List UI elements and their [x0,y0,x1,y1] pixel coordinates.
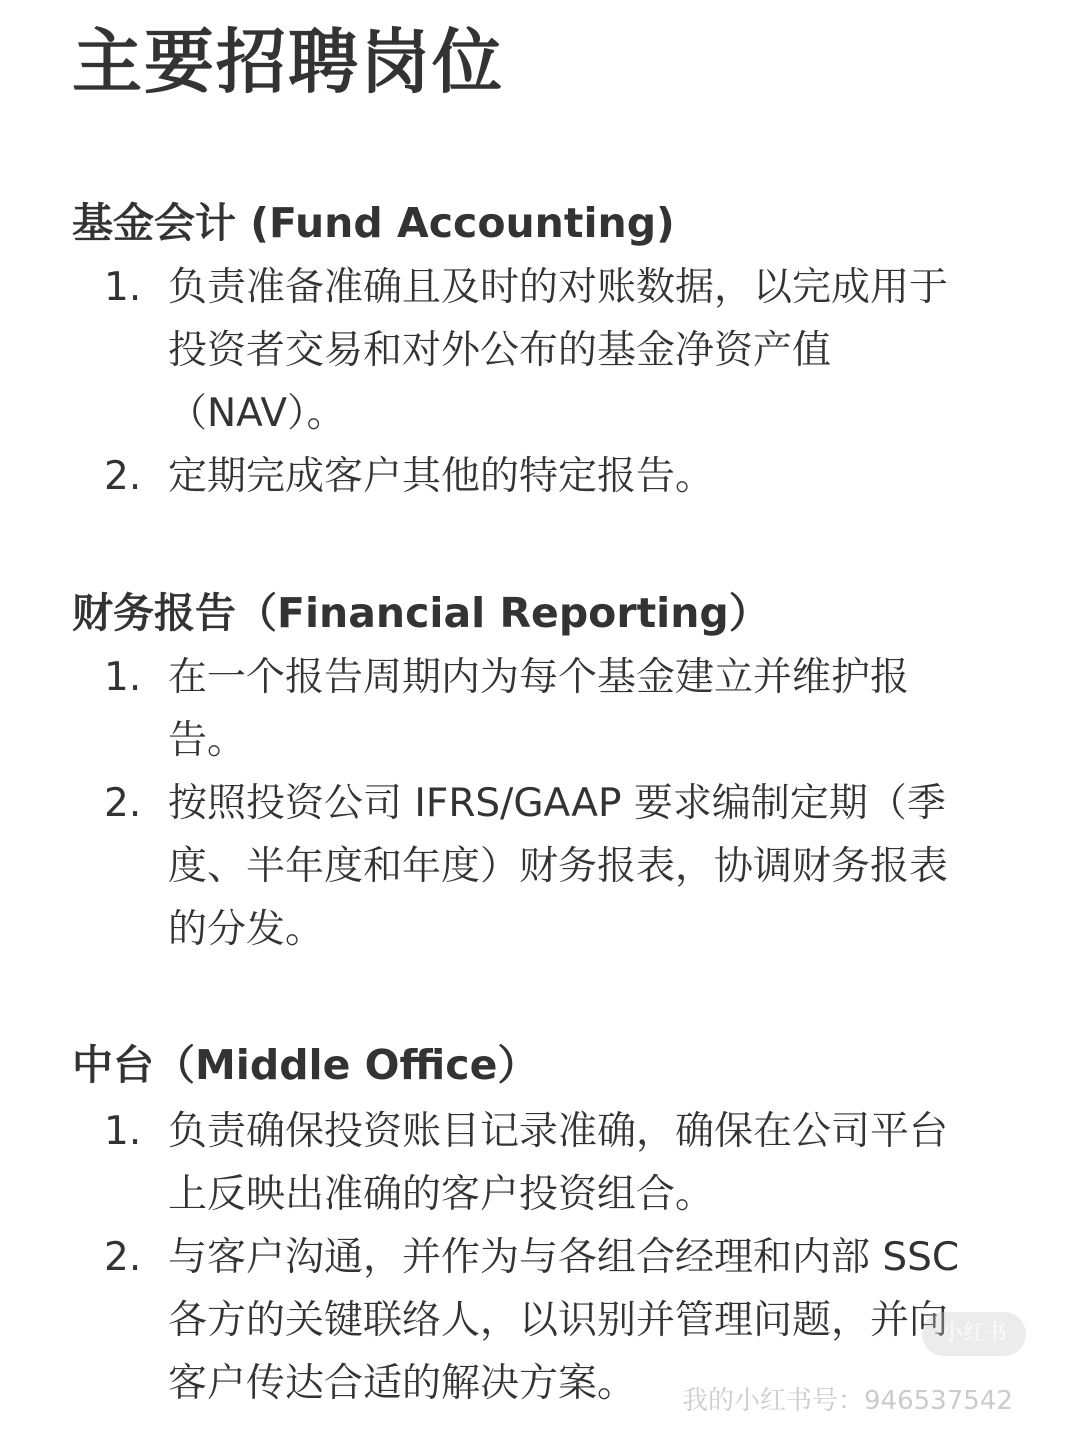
watermark-logo: 小红书 [922,1312,1026,1356]
list-item-number: 1. [104,1109,142,1154]
watermark-text: 我的小红书号：946537542 [682,1386,1013,1416]
list-item-number: 2. [104,1235,142,1280]
list-item-text: 与客户沟通，并作为与各组合经理和内部 SSC 各方的关键联络人，以识别并管理问题，并向客户传达合适的解决方案。 [168,1235,960,1406]
page-title: 主要招聘岗位 [72,21,504,103]
list-item-number: 2. [104,454,142,499]
section-heading-financial-reporting: 财务报告（Financial Reporting） [72,589,770,637]
list-item [104,445,984,508]
section-heading-fund-accounting: 基金会计 (Fund Accounting) [72,199,675,247]
list-item [104,1100,984,1226]
list-item-text: 负责确保投资账目记录准确，确保在公司平台上反映出准确的客户投资组合。 [168,1109,949,1217]
list-item [104,256,984,445]
list-item-number: 2. [104,781,142,826]
list-item-number: 1. [104,265,142,310]
list-item [104,646,984,772]
list-item-number: 1. [104,655,142,700]
list-item-text: 负责准备准确且及时的对账数据，以完成用于投资者交易和对外公布的基金净资产值（NAV）。 [168,265,949,436]
list-item [104,772,984,961]
section-heading-middle-office: 中台（Middle Office） [72,1041,539,1089]
list-item-text: 在一个报告周期内为每个基金建立并维护报告。 [168,655,910,763]
list-item-text: 按照投资公司 IFRS/GAAP 要求编制定期（季度、半年度和年度）财务报表，协调财务报表的分发。 [168,781,949,952]
list-item-text: 定期完成客户其他的特定报告。 [168,454,715,499]
